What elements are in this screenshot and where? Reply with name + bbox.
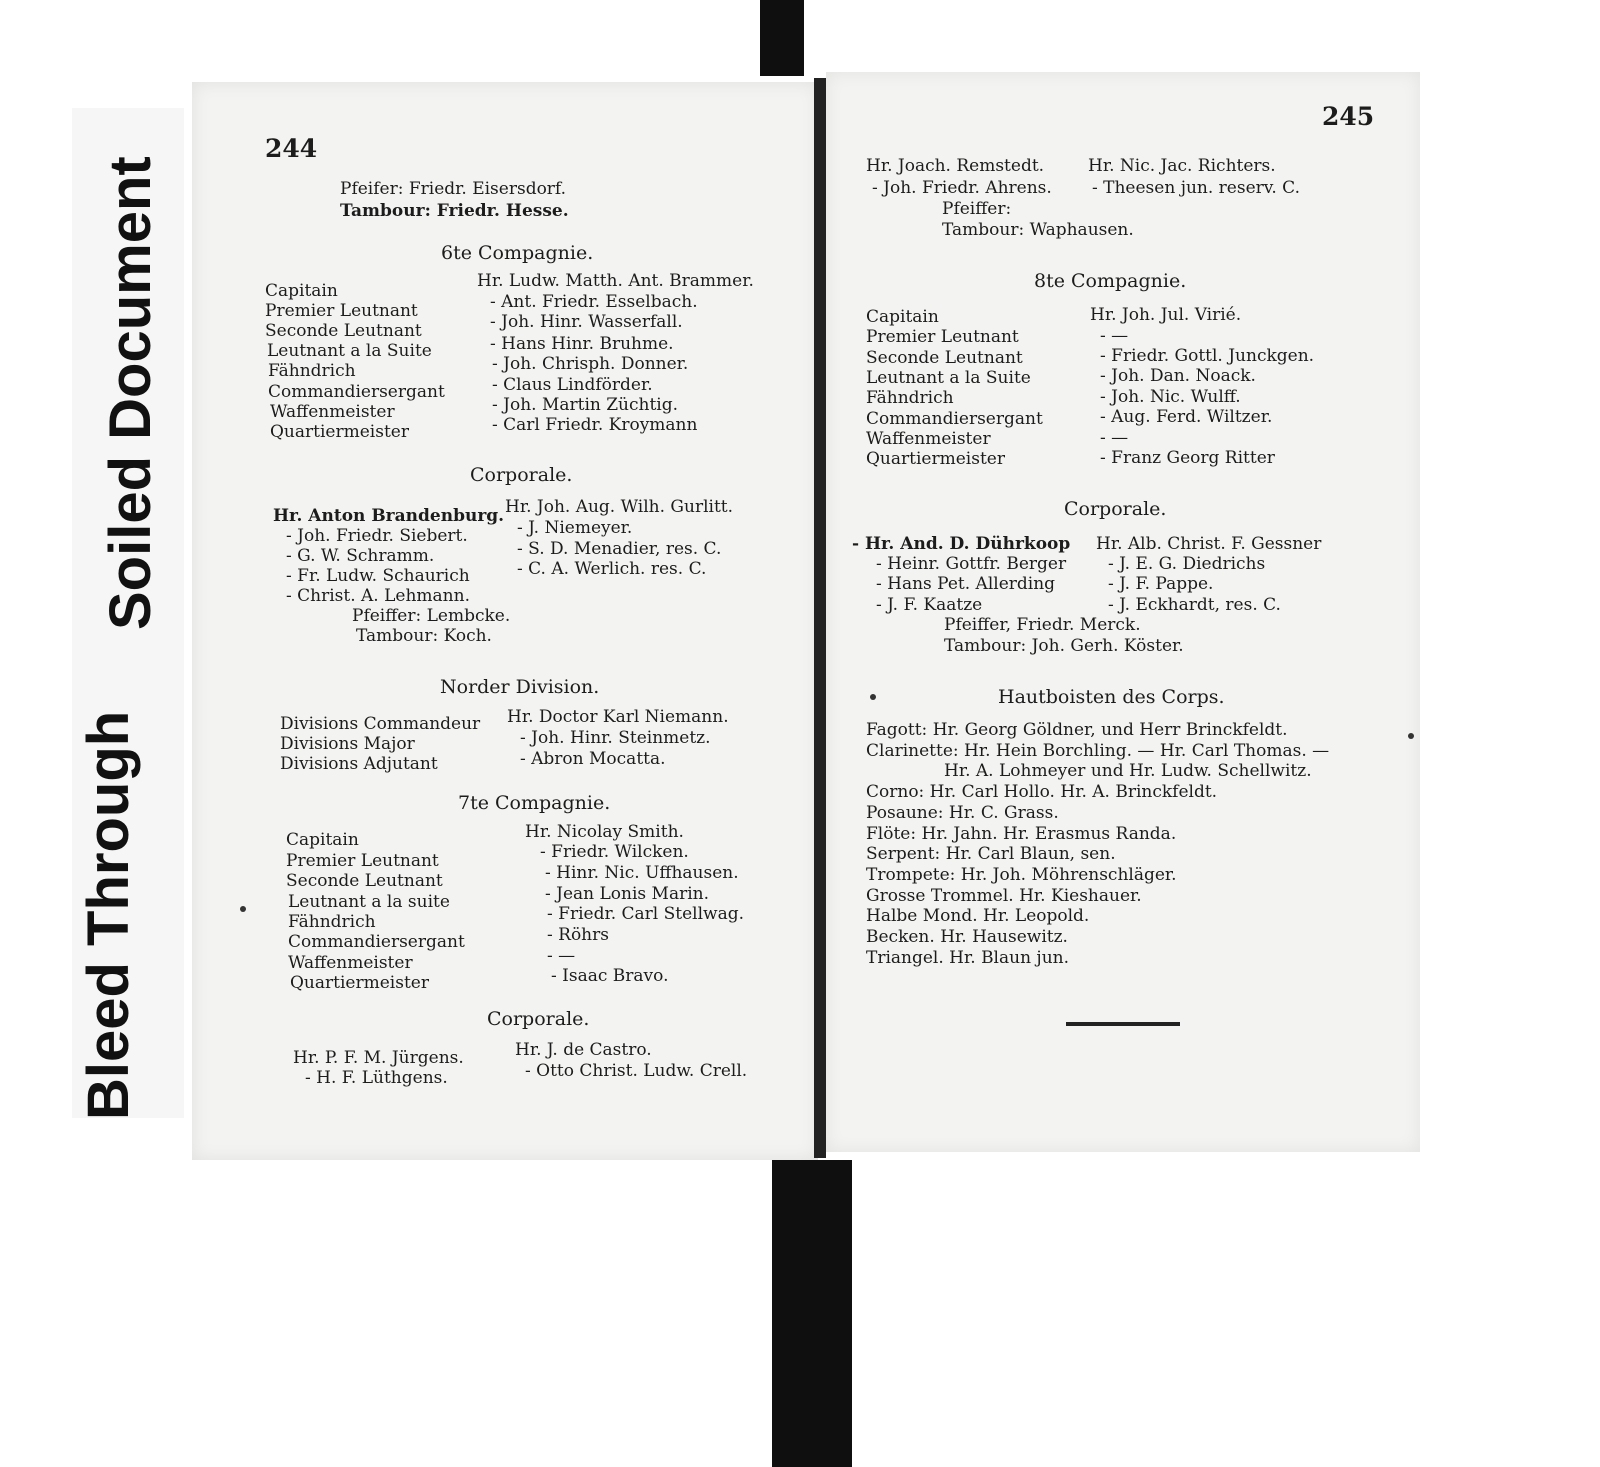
- corporal-name: - J. E. G. Diedrichs: [1108, 554, 1266, 574]
- rank-label: Quartiermeister: [290, 973, 429, 993]
- officer-name: Hr. Doctor Karl Niemann.: [507, 707, 729, 727]
- corporal-name: - H. F. Lüthgens.: [305, 1068, 448, 1088]
- musician-line: Fagott: Hr. Georg Göldner, und Herr Brinckfeldt.: [866, 720, 1288, 740]
- corporal-name: Hr. P. F. M. Jürgens.: [293, 1048, 464, 1068]
- musician-line: Flöte: Hr. Jahn. Hr. Erasmus Randa.: [866, 824, 1177, 844]
- officer-name: - Aug. Ferd. Wiltzer.: [1100, 407, 1273, 427]
- officer-name: - Joh. Dan. Noack.: [1100, 366, 1256, 386]
- rank-label: Premier Leutnant: [286, 851, 439, 871]
- rank-label: Fähndrich: [288, 912, 376, 932]
- rank-label: Leutnant a la Suite: [866, 368, 1031, 388]
- officer-name: - Friedr. Wilcken.: [540, 842, 689, 862]
- rank-label: Seconde Leutnant: [265, 321, 422, 341]
- tambour-line: Tambour: Friedr. Hesse.: [340, 201, 569, 221]
- corporal-name: Hr. Nic. Jac. Richters.: [1088, 156, 1276, 176]
- officer-name: Hr. Joh. Jul. Virié.: [1090, 305, 1242, 325]
- rank-label: Leutnant a la Suite: [267, 341, 432, 361]
- corporal-name: - Hans Pet. Allerding: [876, 574, 1056, 594]
- section-heading-norder-division: Norder Division.: [440, 676, 600, 698]
- section-heading-6te-compagnie: 6te Compagnie.: [441, 242, 594, 264]
- musician-line: Grosse Trommel. Hr. Kieshauer.: [866, 886, 1142, 906]
- rank-label: Quartiermeister: [866, 449, 1005, 469]
- rank-label: Premier Leutnant: [265, 301, 418, 321]
- rank-label: Commandiersergant: [866, 409, 1043, 429]
- officer-name: - Ant. Friedr. Esselbach.: [490, 292, 698, 312]
- officer-name: - Abron Mocatta.: [520, 749, 666, 769]
- officer-name: - Hans Hinr. Bruhme.: [490, 334, 674, 354]
- ink-spot: [1408, 733, 1414, 739]
- page-number-left: 244: [265, 134, 318, 163]
- rank-label: Capitain: [265, 281, 338, 301]
- rank-label: Fähndrich: [866, 388, 954, 408]
- musician-line: Posaune: Hr. C. Grass.: [866, 803, 1059, 823]
- bleed-through-label: Bleed Through: [76, 710, 141, 1120]
- musician-line: Triangel. Hr. Blaun jun.: [866, 948, 1070, 968]
- corporal-name: Hr. Anton Brandenburg.: [273, 506, 505, 526]
- section-heading-corporale: Corporale.: [487, 1008, 590, 1030]
- officer-name: - Joh. Chrisph. Donner.: [492, 354, 689, 374]
- tambour-line: Tambour: Waphausen.: [942, 220, 1134, 240]
- pfeiffer-line: Pfeiffer:: [942, 199, 1012, 219]
- corporal-name: - Fr. Ludw. Schaurich: [286, 566, 470, 586]
- corporal-name: - C. A. Werlich. res. C.: [517, 559, 707, 579]
- officer-name: - Isaac Bravo.: [551, 966, 669, 986]
- musician-line: Halbe Mond. Hr. Leopold.: [866, 906, 1090, 926]
- section-heading-corporale: Corporale.: [1064, 498, 1167, 520]
- tambour-line: Tambour: Koch.: [356, 626, 492, 646]
- corporal-name: - G. W. Schramm.: [286, 546, 435, 566]
- officer-name: - —: [547, 946, 576, 966]
- corporal-name: - Theesen jun. reserv. C.: [1092, 178, 1300, 198]
- officer-name: - Joh. Nic. Wulff.: [1100, 387, 1241, 407]
- corporal-name: Hr. J. de Castro.: [515, 1040, 652, 1060]
- officer-name: Hr. Nicolay Smith.: [525, 822, 684, 842]
- officer-name: - Franz Georg Ritter: [1100, 448, 1275, 468]
- corporal-name: - J. Niemeyer.: [517, 518, 633, 538]
- corporal-name: - J. Eckhardt, res. C.: [1108, 595, 1281, 615]
- rank-label: Leutnant a la suite: [288, 892, 450, 912]
- tambour-line: Tambour: Joh. Gerh. Köster.: [944, 636, 1184, 656]
- section-heading-corporale: Corporale.: [470, 464, 573, 486]
- rank-label: Fähndrich: [268, 361, 356, 381]
- rank-label: Waffenmeister: [288, 953, 413, 973]
- binding-tab-bottom: [772, 1160, 852, 1467]
- rank-label: Capitain: [866, 307, 939, 327]
- musician-line: Becken. Hr. Hausewitz.: [866, 927, 1068, 947]
- book-gutter: [814, 78, 826, 1158]
- ink-spot: [240, 906, 246, 912]
- officer-name: - Joh. Hinr. Wasserfall.: [490, 312, 683, 332]
- rank-label: Divisions Major: [280, 734, 415, 754]
- corporal-name: Hr. Joach. Remstedt.: [866, 156, 1045, 176]
- section-heading-hautboisten: Hautboisten des Corps.: [998, 686, 1225, 708]
- musician-line: Trompete: Hr. Joh. Möhrenschläger.: [866, 865, 1177, 885]
- corporal-name: - Heinr. Gottfr. Berger: [876, 554, 1067, 574]
- musician-line: Corno: Hr. Carl Hollo. Hr. A. Brinckfeldt.: [866, 782, 1218, 802]
- ink-spot: [870, 694, 876, 700]
- corporal-name: - Otto Christ. Ludw. Crell.: [525, 1061, 748, 1081]
- corporal-name: - Joh. Friedr. Siebert.: [286, 526, 468, 546]
- officer-name: - Jean Lonis Marin.: [545, 884, 710, 904]
- musician-line: Clarinette: Hr. Hein Borchling. — Hr. Carl Thomas. —: [866, 741, 1330, 761]
- end-rule: [1066, 1022, 1180, 1026]
- officer-name: - Carl Friedr. Kroymann: [492, 415, 698, 435]
- rank-label: Waffenmeister: [866, 429, 991, 449]
- corporal-name: - S. D. Menadier, res. C.: [517, 539, 722, 559]
- pfeiffer-line: Pfeiffer, Friedr. Merck.: [944, 615, 1141, 635]
- binding-tab-top: [760, 0, 804, 76]
- officer-name: - Hinr. Nic. Uffhausen.: [545, 863, 739, 883]
- pfeifer-line: Pfeifer: Friedr. Eisersdorf.: [340, 179, 567, 199]
- officer-name: - —: [1100, 326, 1129, 346]
- section-heading-7te-compagnie: 7te Compagnie.: [458, 792, 611, 814]
- rank-label: Commandiersergant: [268, 382, 445, 402]
- officer-name: Hr. Ludw. Matth. Ant. Brammer.: [477, 271, 754, 291]
- rank-label: Capitain: [286, 830, 359, 850]
- officer-name: - —: [1100, 428, 1129, 448]
- corporal-name: Hr. Joh. Aug. Wilh. Gurlitt.: [505, 497, 734, 517]
- corporal-name: Hr. Alb. Christ. F. Gessner: [1096, 534, 1322, 554]
- rank-label: Divisions Commandeur: [280, 714, 481, 734]
- officer-name: - Friedr. Carl Stellwag.: [547, 904, 745, 924]
- pfeiffer-line: Pfeiffer: Lembcke.: [352, 606, 511, 626]
- rank-label: Seconde Leutnant: [286, 871, 443, 891]
- rank-label: Commandiersergant: [288, 932, 465, 952]
- officer-name: - Röhrs: [547, 925, 609, 945]
- musician-line: Serpent: Hr. Carl Blaun, sen.: [866, 844, 1116, 864]
- corporal-name: - J. F. Kaatze: [876, 595, 983, 615]
- rank-label: Waffenmeister: [270, 402, 395, 422]
- rank-label: Divisions Adjutant: [280, 754, 438, 774]
- page-number-right: 245: [1322, 102, 1375, 131]
- soiled-document-label: Soiled Document: [98, 156, 163, 630]
- corporal-name: - J. F. Pappe.: [1108, 574, 1214, 594]
- corporal-name: - Christ. A. Lehmann.: [286, 586, 470, 606]
- corporal-name: - Hr. And. D. Dührkoop: [852, 534, 1071, 554]
- officer-name: - Joh. Hinr. Steinmetz.: [520, 728, 711, 748]
- section-heading-8te-compagnie: 8te Compagnie.: [1034, 270, 1187, 292]
- rank-label: Quartiermeister: [270, 422, 409, 442]
- officer-name: - Friedr. Gottl. Junckgen.: [1100, 346, 1315, 366]
- officer-name: - Claus Lindförder.: [492, 375, 653, 395]
- rank-label: Seconde Leutnant: [866, 348, 1023, 368]
- rank-label: Premier Leutnant: [866, 327, 1019, 347]
- musician-line: Hr. A. Lohmeyer und Hr. Ludw. Schellwitz.: [944, 761, 1312, 781]
- corporal-name: - Joh. Friedr. Ahrens.: [872, 178, 1052, 198]
- officer-name: - Joh. Martin Züchtig.: [492, 395, 679, 415]
